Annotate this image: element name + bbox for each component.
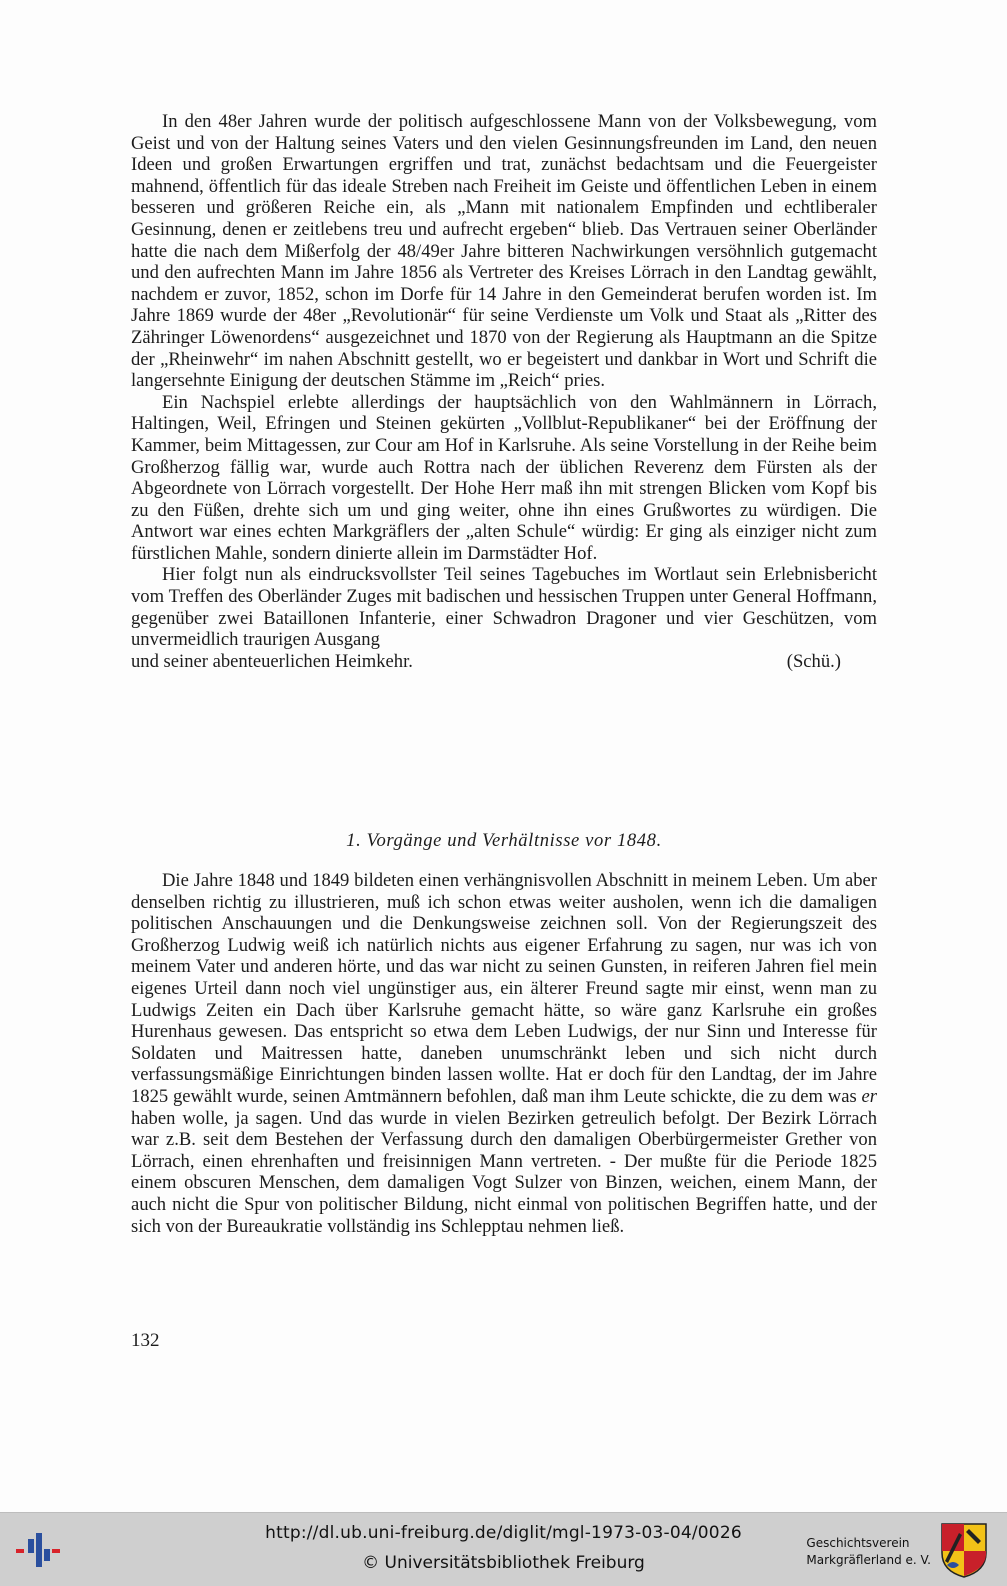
crest-icon[interactable] — [939, 1521, 989, 1579]
society-name-line: Geschichtsverein — [806, 1536, 910, 1550]
paragraph — [131, 870, 877, 1237]
section-text — [131, 870, 877, 1237]
copyright-text: © Universitätsbibliothek Freiburg — [362, 1553, 645, 1573]
paragraph: In den 48er Jahren wurde der politisch aufgeschlossene Mann von der Volksbewegung, vom Geist und von der Haltung seines Vaters und den vielen Gesinnungsfreunden im Land, den neuen Ideen und großen Erwartungen ergriffen und trat, zunächst bedachtsam und die Feuergeister mahnend, öffentlich für das ideale Streben nach Freiheit im Geiste und öffentlichen Leben in einem besseren und größeren Reiche ein, als „Mann mit nationalem Empfinden und echtliberaler Gesinnung, denen er zeitlebens treu und aufrecht ergeben“ blieb. Das Vertrauen seiner Oberländer hatte die nach dem Mißerfolg der 48/49er Jahre bitteren Nachwirkungen versöhnlich gutgemacht und den aufrechten Mann im Jahre 1856 als Vertreter des Kreises Lörrach in den Landtag gewählt, nachdem er zuvor, 1852, schon im Dorfe für 14 Jahre in den Gemeinderat berufen worden ist. Im Jahre 1869 wurde der 48er „Revolutionär“ für seine Verdienste um Volk und Staat als „Ritter des Zähringer Löwenordens“ ausgezeichnet und 1870 von der Regierung als Hauptmann an die Spitze der „Rheinwehr“ im nahen Abschnitt gestellt, wo er begeistert und dankbar in Wort und Schrift die langersehnte Einigung der deutschen Stämme im „Reich“ pries. — [131, 111, 877, 392]
viewer-footer — [0, 1512, 1007, 1586]
paragraph: Ein Nachspiel erlebte allerdings der hauptsächlich von den Wahlmännern in Lörrach, Haltingen, Weil, Efringen und Steinen gekürten „Vollblut-Republikaner“ bei der Eröffnung der Kammer, beim Mittagessen, zur Cour am Hof in Karlsruhe. Als seine Vorstellung in der Reihe beim Großherzog fällig war, wurde auch Rottra nach der üblichen Reverenz dem Fürsten als der Abgeordnete von Lörrach vorgestellt. Der Hohe Herr maß ihn mit strengen Blicken vom Kopf bis zu den Füßen, drehte sich um und ging weiter, ohne ihn eines Grußwortes zu würdigen. Die Antwort war eines echten Markgräflers der „alten Schule“ würdig: Er ging als einziger nicht zum fürstlichen Mahle, sondern dinierte allein im Darmstädter Hof. — [131, 391, 877, 564]
society-name — [806, 1535, 931, 1569]
society-name-line: Markgräflerland e. V. — [806, 1553, 931, 1567]
paragraph: Hier folgt nun als eindrucksvollster Teil seines Tagebuches im Wortlaut sein Erlebnisbericht vom Treffen des Oberländer Zuges mit badischen und hessischen Truppen unter General Hoffmann, gegenüber zwei Bataillonen Infanterie, einer Schwadron Dragoner und vier Geschützen, vom unvermeidlich traurigen Ausgang — [131, 564, 877, 651]
paragraph-part: haben wolle, ja sagen. Und das wurde in vielen Bezirken getreulich befolgt. Der Bezirk Lörrach war z.B. seit dem Bestehen der Verfassung durch den damaligen Oberbürgermeister Grether von Lörrach, einen ehrenhaften und freisinnigen Mann vertreten. - Der mußte für die Periode 1825 einem obscuren Menschen, dem damaligen Vogt Sulzer von Binzen, weichen, einem Mann, der auch nicht die Spur von politischer Bildung, nicht einmal von politischen Begriffen hatte, und der sich von der Bureaukratie vollständig ins Schlepptau nehmen ließ. — [131, 1107, 877, 1237]
page-number: 132 — [131, 1330, 160, 1351]
emphasis: er — [861, 1085, 877, 1107]
section-heading: 1. Vorgänge und Verhältnisse vor 1848. — [346, 830, 662, 851]
intro-text — [131, 111, 877, 672]
permalink-url[interactable]: http://dl.ub.uni-freiburg.de/diglit/mgl-1973-03-04/0026 — [265, 1523, 742, 1543]
paragraph-end: und seiner abenteuerlichen Heimkehr. — [131, 650, 413, 672]
author-signature: (Schü.) — [786, 650, 841, 672]
closing-line — [131, 651, 877, 673]
paragraph-part: Die Jahre 1848 und 1849 bildeten einen verhängnisvollen Abschnitt in meinem Leben. Um aber denselben richtig zu illustrieren, muß ich schon etwas weiter ausholen, wenn ich die damaligen politischen Anschauungen und die Denkungsweise zeichnen soll. Von der Regierungszeit des Großherzog Ludwig weiß ich natürlich nichts aus eigener Erfahrung zu sagen, nur was ich von meinem Vater und anderen hörte, und das war nicht zu seinen Gunsten, in reiferen Jahren fiel mein eigenes Urteil dann noch viel ungünstiger aus, ein älterer Freund sagte mir einst, wenn man zu Ludwigs Zeiten ein Dach über Karlsruhe gemacht hätte, so wäre ganz Karlsruhe ein großes Hurenhaus gewesen. Das entspricht so etwa dem Leben Ludwigs, der nur Sinn und Interesse für Soldaten und Maitressen hatte, daneben unumschränkt leben und sich nicht durch verfassungsmäßige Einrichtungen binden lassen wollte. Hat er doch für den Landtag, der im Jahre 1825 gewählt wurde, seinen Amtmännern befohlen, daß man ihm Leute schickte, die zu dem was — [131, 870, 877, 1107]
